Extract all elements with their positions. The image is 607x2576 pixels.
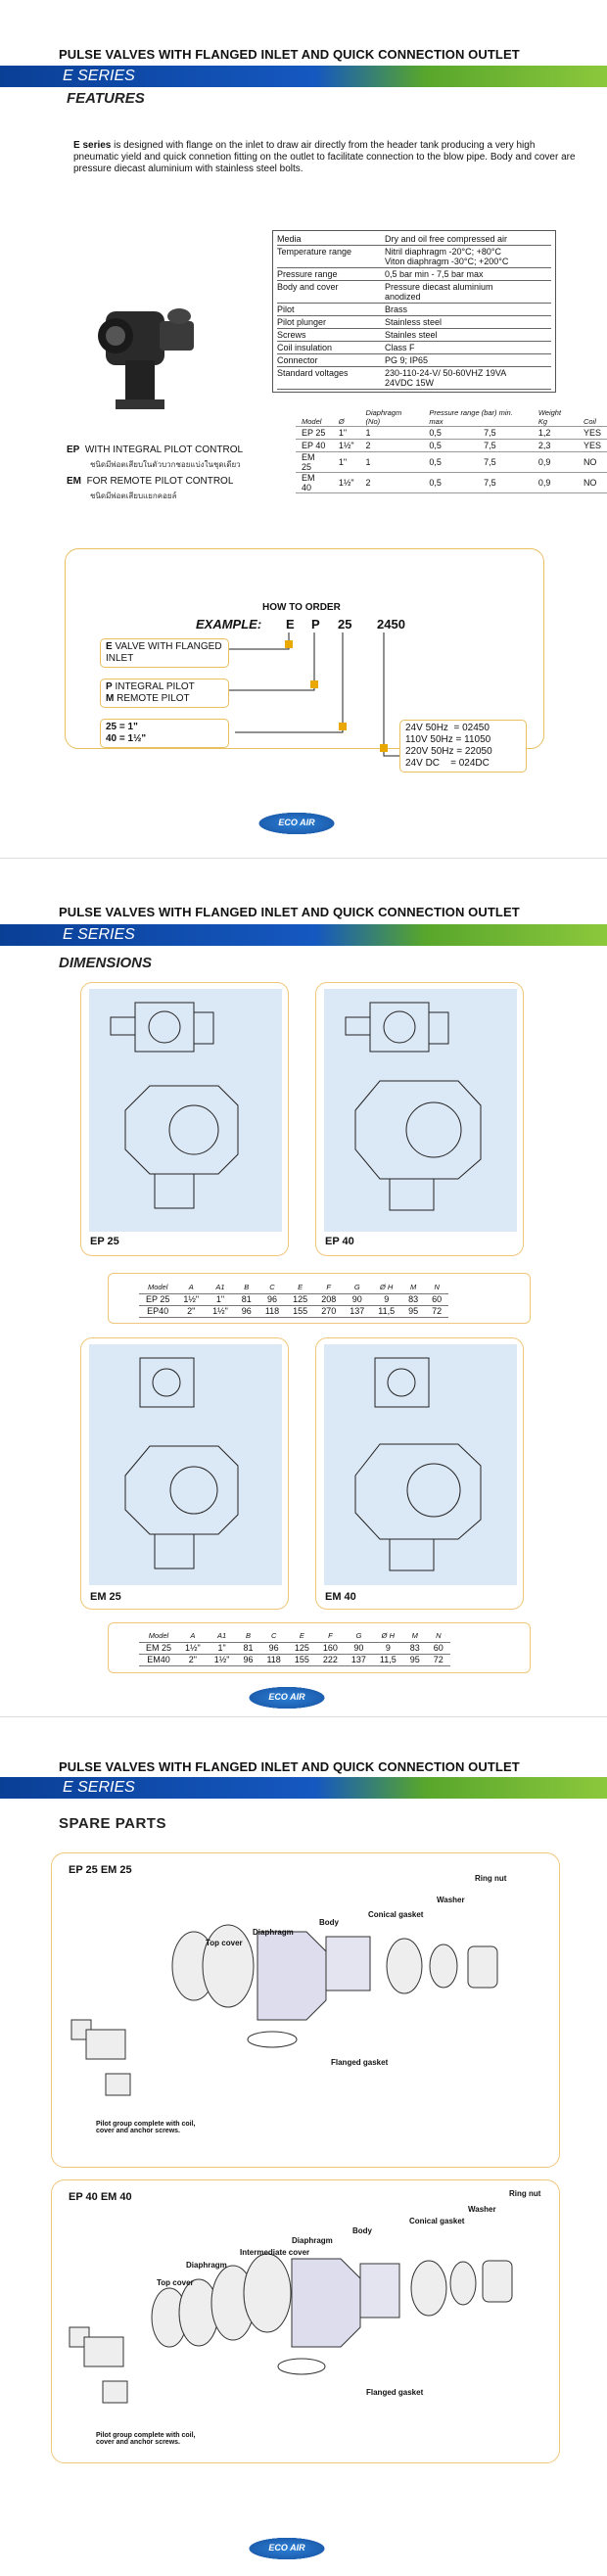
voltage-option: 220V 50Hz = 22050 [405, 746, 492, 757]
table-cell: 72 [427, 1654, 450, 1665]
part-top-cover: Top cover [206, 1939, 243, 1947]
table-cell: 0,9 [533, 473, 578, 493]
dim-header: Model [139, 1630, 178, 1642]
intro-text: E series is designed with flange on the inlet to draw air directly from the header tank producing a very high pneumatic yield and quick connetion fitting on the outlet to facilitate connection to the blow pipe. Body and cover are pressure diecast aluminium with stainless steel bolts. [73, 140, 576, 174]
dim-header: C [259, 1630, 287, 1642]
label-ep40: EP 40 [325, 1236, 354, 1247]
table-cell: 1½" [176, 1293, 206, 1305]
table-cell: 1½" [208, 1654, 237, 1665]
table-cell: 208 [314, 1293, 343, 1305]
drawing-ep25 [80, 982, 289, 1256]
part-washer: Washer [437, 1896, 465, 1904]
table-cell: 90 [343, 1293, 371, 1305]
spec-value: 0,5 bar min - 7,5 bar max [385, 269, 484, 279]
spec-key: Body and cover [277, 282, 339, 292]
model-header: Ø [333, 408, 360, 427]
part-diaphragm-40b: Diaphragm [186, 2261, 227, 2270]
page-title: PULSE VALVES WITH FLANGED INLET AND QUICK CONNECTION OUTLET [59, 47, 520, 62]
table-cell: 81 [236, 1642, 259, 1654]
dim-header: F [314, 1282, 343, 1293]
spec-value: PG 9; IP65 [385, 355, 429, 365]
table-cell: 1" [333, 452, 360, 473]
code-4: 2450 [377, 617, 405, 632]
model-header: Pressure range (bar) min. max [423, 408, 533, 427]
ep-dim-table [139, 1282, 448, 1318]
table-cell: 1" [333, 427, 360, 440]
table-row [139, 1293, 448, 1305]
table-cell: 2" [178, 1654, 208, 1665]
dim-header: N [425, 1282, 448, 1293]
series-band [0, 1777, 607, 1799]
table-cell: NO [578, 452, 607, 473]
table-cell: 125 [286, 1293, 314, 1305]
drawing-em25 [80, 1337, 289, 1610]
spec-value: Stainless steel [385, 317, 443, 327]
order-example: EXAMPLE: [196, 617, 262, 632]
ep-thai: ชนิดมีพ่อตเสียบในตัวบวกชอยแบ่งในชุดเดียว [90, 460, 241, 469]
spec-key: Standard voltages [277, 368, 349, 378]
table-cell: EP 40 [296, 440, 333, 452]
page-dimensions [0, 859, 607, 1717]
table-cell: 60 [427, 1642, 450, 1654]
part-top-cover-40: Top cover [157, 2278, 194, 2287]
spec-value: Stainles steel [385, 330, 438, 340]
table-cell: 1½" [178, 1642, 208, 1654]
table-cell: 118 [258, 1305, 286, 1317]
table-cell: 222 [316, 1654, 345, 1665]
em-label: EM FOR REMOTE PILOT CONTROL [67, 476, 234, 487]
spec-key: Pressure range [277, 269, 338, 279]
spec-value: Pressure diecast aluminium anodized [385, 282, 493, 302]
part-body: Body [319, 1918, 339, 1927]
part-conical-gasket: Conical gasket [368, 1910, 424, 1919]
table-cell: 83 [401, 1293, 425, 1305]
spare-panel-40 [51, 2179, 560, 2463]
dim-header: A1 [206, 1282, 235, 1293]
code-3: 25 [338, 617, 352, 632]
table-cell: 118 [259, 1654, 287, 1665]
part-diaphragm-40a: Diaphragm [292, 2236, 333, 2245]
table-cell: 125 [288, 1642, 316, 1654]
voltage-option: 110V 50Hz = 11050 [405, 734, 491, 745]
table-cell: 0,9 [533, 452, 578, 473]
table-cell: 2 [360, 473, 424, 493]
table-cell: 137 [345, 1654, 373, 1665]
part-intermediate-cover: Intermediate cover [240, 2248, 310, 2257]
dim-header: C [258, 1282, 286, 1293]
order-box-pilot: P INTEGRAL PILOT M REMOTE PILOT [100, 679, 229, 708]
table-cell: 0,5 [423, 473, 478, 493]
table-cell: EP 25 [139, 1293, 176, 1305]
dim-header: Ø H [371, 1282, 401, 1293]
page-spare-parts [0, 1717, 607, 2576]
table-cell: EM40 [139, 1654, 178, 1665]
spec-key: Pilot plunger [277, 317, 327, 327]
code-2: P [311, 617, 320, 632]
table-cell: 60 [425, 1293, 448, 1305]
table-row [139, 1654, 450, 1665]
series-label: E SERIES [63, 1779, 135, 1796]
table-cell: 96 [236, 1654, 259, 1665]
spec-value: Class F [385, 343, 415, 352]
page-title: PULSE VALVES WITH FLANGED INLET AND QUICK CONNECTION OUTLET [59, 1759, 520, 1774]
em-thai: ชนิดมีพ่อตเสียบแยกคอยล์ [90, 492, 177, 500]
dim-header: A [178, 1630, 208, 1642]
spec-key: Media [277, 234, 302, 244]
series-band [0, 924, 607, 946]
spare-title-40: EP 40 EM 40 [69, 2191, 132, 2203]
label-em25: EM 25 [90, 1591, 121, 1603]
spec-key: Pilot [277, 304, 295, 314]
table-cell: 155 [288, 1654, 316, 1665]
table-cell: NO [578, 473, 607, 493]
table-cell: YES [578, 427, 607, 440]
series-label: E SERIES [63, 68, 135, 84]
label-em40: EM 40 [325, 1591, 356, 1603]
table-cell: 155 [286, 1305, 314, 1317]
dim-header: A [176, 1282, 206, 1293]
part-body-40: Body [352, 2226, 372, 2235]
table-cell: EM 40 [296, 473, 333, 493]
dim-header: F [316, 1630, 345, 1642]
spec-value: 230-110-24-V/ 50-60VHZ 19VA 24VDC 15W [385, 368, 507, 388]
table-cell: 90 [345, 1642, 373, 1654]
model-header: Coil [578, 408, 607, 427]
part-pilot-group: Pilot group complete with coil, cover and anchor screws. [96, 2121, 196, 2134]
table-cell: 1½" [333, 440, 360, 452]
part-flanged-gasket-40: Flanged gasket [366, 2388, 424, 2397]
part-conical-gasket-40: Conical gasket [409, 2217, 465, 2225]
table-cell: EP40 [139, 1305, 176, 1317]
table-row [139, 1305, 448, 1317]
voltage-option: 24V 50Hz = 02450 [405, 723, 490, 733]
table-cell: 270 [314, 1305, 343, 1317]
dim-header: N [427, 1630, 450, 1642]
table-cell: 0,5 [423, 427, 478, 440]
table-cell: 95 [403, 1654, 427, 1665]
model-header: Diaphragm (No) [360, 408, 424, 427]
spare-title-25: EP 25 EM 25 [69, 1864, 132, 1876]
table-cell: 81 [235, 1293, 258, 1305]
order-box-size: 25 = 1" 40 = 1½" [100, 719, 229, 748]
model-header: Weight Kg [533, 408, 578, 427]
part-washer-40: Washer [468, 2205, 496, 2214]
features-heading: FEATURES [67, 90, 145, 107]
ep-label: EP WITH INTEGRAL PILOT CONTROL [67, 445, 244, 455]
model-header: Model [296, 408, 333, 427]
table-cell: 2" [176, 1305, 206, 1317]
table-cell: 1 [360, 427, 424, 440]
spec-key: Temperature range [277, 247, 352, 257]
part-flanged-gasket: Flanged gasket [331, 2058, 389, 2067]
part-pilot-group-40: Pilot group complete with coil, cover and anchor screws. [96, 2432, 196, 2446]
table-cell: 0,5 [423, 440, 478, 452]
table-cell: 7,5 [478, 473, 533, 493]
brand-logo: ECO AIR [243, 2536, 331, 2561]
table-cell: YES [578, 440, 607, 452]
table-cell: 96 [235, 1305, 258, 1317]
spec-value: Nitril diaphragm -20°C; +80°C Viton diaphragm -30°C; +200°C [385, 247, 509, 266]
table-cell: 137 [343, 1305, 371, 1317]
table-cell: 11,5 [373, 1654, 403, 1665]
table-cell: 160 [316, 1642, 345, 1654]
table-cell: 2,3 [533, 440, 578, 452]
label-ep25: EP 25 [90, 1236, 119, 1247]
dim-header: B [235, 1282, 258, 1293]
code-1: E [286, 617, 295, 632]
spec-key: Connector [277, 355, 318, 365]
table-cell: 95 [401, 1305, 425, 1317]
table-cell: 1" [208, 1642, 237, 1654]
dimensions-heading: DIMENSIONS [59, 955, 153, 971]
table-cell: 7,5 [478, 427, 533, 440]
dim-header: G [343, 1282, 371, 1293]
table-cell: 1 [360, 452, 424, 473]
spec-key: Coil insulation [277, 343, 333, 352]
table-cell: 9 [373, 1642, 403, 1654]
dim-header: E [286, 1282, 314, 1293]
brand-logo: ECO AIR [243, 1685, 331, 1710]
table-cell: 96 [258, 1293, 286, 1305]
order-box-valve: E VALVE WITH FLANGED INLET [100, 638, 229, 668]
dim-header: A1 [208, 1630, 237, 1642]
spare-parts-heading: SPARE PARTS [59, 1815, 166, 1832]
table-cell: 72 [425, 1305, 448, 1317]
table-cell: 0,5 [423, 452, 478, 473]
em-dim-table [139, 1630, 450, 1666]
spec-value: Dry and oil free compressed air [385, 234, 508, 244]
table-cell: 83 [403, 1642, 427, 1654]
drawing-em40 [315, 1337, 524, 1610]
part-diaphragm: Diaphragm [253, 1928, 294, 1937]
page-features [0, 0, 607, 859]
table-cell: 9 [371, 1293, 401, 1305]
drawing-ep40 [315, 982, 524, 1256]
dim-header: E [288, 1630, 316, 1642]
table-cell: 1,2 [533, 427, 578, 440]
table-cell: 1½" [206, 1305, 235, 1317]
order-heading: HOW TO ORDER [262, 602, 341, 613]
spec-key: Screws [277, 330, 306, 340]
dim-header: Ø H [373, 1630, 403, 1642]
spec-value: Brass [385, 304, 408, 314]
voltage-option: 24V DC = 024DC [405, 758, 490, 769]
table-cell: 7,5 [478, 452, 533, 473]
table-cell: 7,5 [478, 440, 533, 452]
order-box-voltage [399, 720, 527, 773]
dim-header: B [236, 1630, 259, 1642]
dim-header: Model [139, 1282, 176, 1293]
table-cell: EP 25 [296, 427, 333, 440]
table-cell: 96 [259, 1642, 287, 1654]
brand-logo: ECO AIR [253, 811, 341, 836]
page-title: PULSE VALVES WITH FLANGED INLET AND QUICK CONNECTION OUTLET [59, 905, 520, 919]
table-cell: EM 25 [296, 452, 333, 473]
table-cell: 11,5 [371, 1305, 401, 1317]
part-ring-nut-40: Ring nut [509, 2189, 541, 2198]
series-label: E SERIES [63, 926, 135, 943]
dim-header: M [401, 1282, 425, 1293]
dim-header: M [403, 1630, 427, 1642]
table-cell: 2 [360, 440, 424, 452]
part-ring-nut: Ring nut [475, 1874, 507, 1883]
table-cell: 1" [206, 1293, 235, 1305]
dim-header: G [345, 1630, 373, 1642]
table-cell: 1½" [333, 473, 360, 493]
table-cell: EM 25 [139, 1642, 178, 1654]
table-row [139, 1642, 450, 1654]
